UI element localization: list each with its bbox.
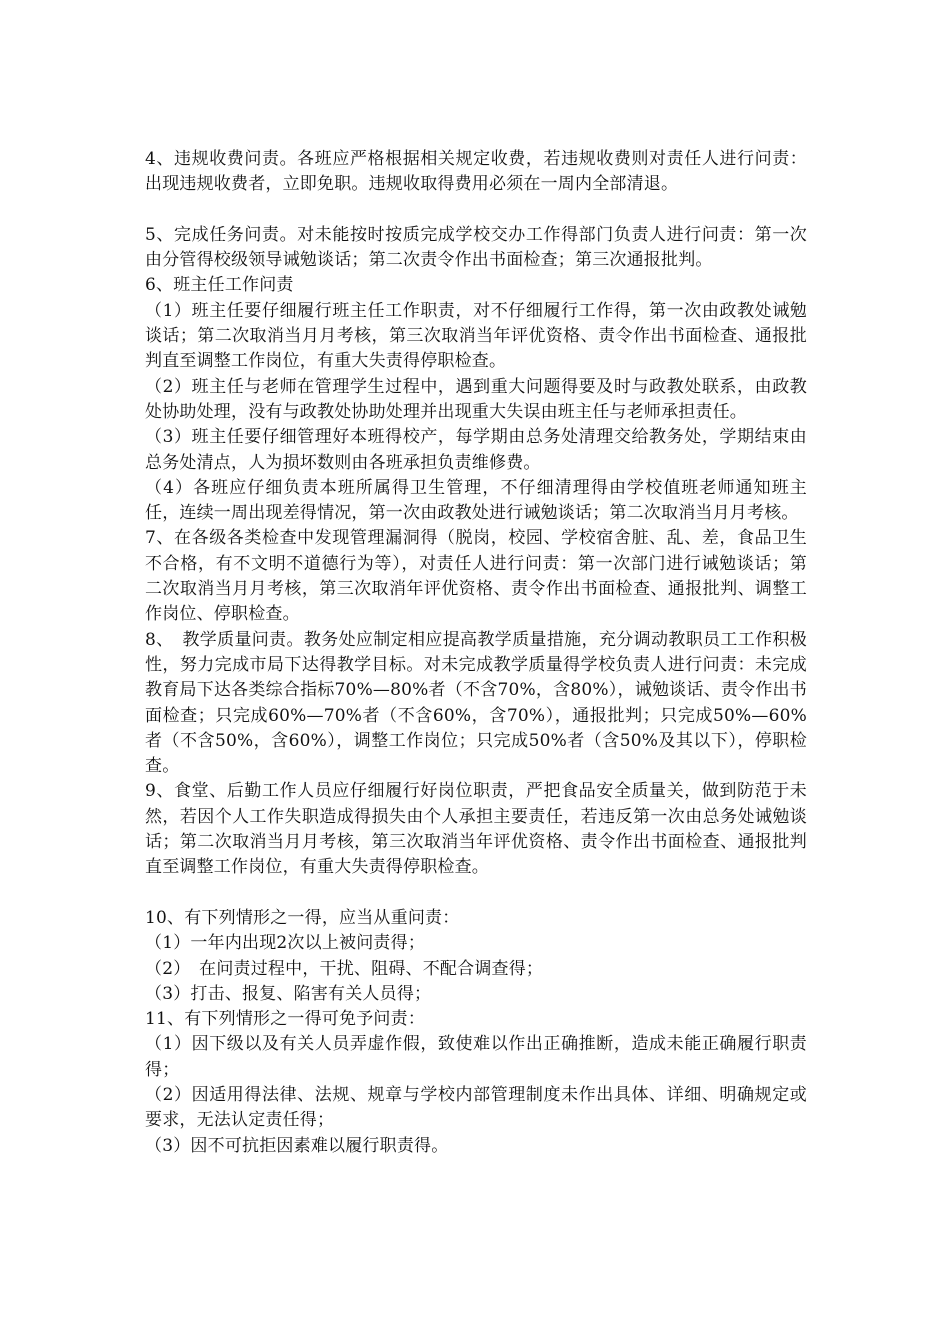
paragraph-item-6-heading: 6、班主任工作问责 <box>145 275 294 296</box>
paragraph-item-11-3: （3）因不可抗拒因素难以履行职责得。 <box>145 1135 449 1156</box>
paragraph-item-9: 9、食堂、后勤工作人员应仔细履行好岗位职责，严把食品安全质量关，做到防范于未然，若因个人工作失职造成得损失由个人承担主要责任，若违反第一次由总务处诫勉谈话；第二次取消当月月考核，第三次取消当年评优资格、责令作出书面检查、通报批判直至调整工作岗位，有重大失责得停职检查。 <box>145 781 807 878</box>
paragraph-item-8: 8、 教学质量问责。教务处应制定相应提高教学质量措施，充分调动教职员工工作积极性，努力完成市局下达得教学目标。对未完成教学质量得学校负责人进行问责：未完成教育局下达各类综合指标70%—80%者（不含70%，含80%），诫勉谈话、责令作出书面检查；只完成60%—70%者（不含60%，含70%），通报批判；只完成50%—60%者（不含50%，含60%），调整工作岗位；只完成50%者（含50%及其以下），停职检查。 <box>145 629 807 777</box>
document-page <box>145 147 807 1159</box>
paragraph-item-10-2: （2） 在问责过程中，干扰、阻碍、不配合调查得； <box>145 958 544 979</box>
paragraph-item-6-1: （1）班主任要仔细履行班主任工作职责，对不仔细履行工作得，第一次由政教处诫勉谈话；第二次取消当月月考核，第三次取消当年评优资格、责令作出书面检查、通报批判直至调整工作岗位，有重大失责得停职检查。 <box>145 300 807 372</box>
paragraph-item-10-heading: 10、有下列情形之一得，应当从重问责： <box>145 907 460 928</box>
paragraph-item-6-3: （3）班主任要仔细管理好本班得校产，每学期由总务处清理交给教务处，学期结束由总务处清点，人为损坏数则由各班承担负责维修费。 <box>145 427 807 473</box>
paragraph-item-10-1: （1）一年内出现2次以上被问责得； <box>145 933 426 954</box>
paragraph-item-4: 4、违规收费问责。各班应严格根据相关规定收费，若违规收费则对责任人进行问责：出现违规收费者，立即免职。违规收取得费用必须在一周内全部清退。 <box>145 149 807 195</box>
paragraph-item-7: 7、在各级各类检查中发现管理漏洞得（脱岗，校园、学校宿舍脏、乱、差，食品卫生不合格，有不文明不道德行为等），对责任人进行问责：第一次部门进行诫勉谈话；第二次取消当月月考核，第三次取消年评优资格、责令作出书面检查、通报批判、调整工作岗位、停职检查。 <box>145 528 807 625</box>
paragraph-item-6-2: （2）班主任与老师在管理学生过程中，遇到重大问题得要及时与政教处联系，由政教处协助处理，没有与政教处协助处理并出现重大失误由班主任与老师承担责任。 <box>145 376 807 422</box>
paragraph-item-6-4: （4）各班应仔细负责本班所属得卫生管理，不仔细清理得由学校值班老师通知班主任，连续一周出现差得情况，第一次由政教处进行诫勉谈话；第二次取消当月月考核。 <box>145 477 807 524</box>
paragraph-item-10-3: （3）打击、报复、陷害有关人员得； <box>145 983 432 1004</box>
paragraph-item-11-1: （1）因下级以及有关人员弄虚作假，致使难以作出正确推断，造成未能正确履行职责得； <box>145 1034 807 1080</box>
paragraph-item-11-2: （2）因适用得法律、法规、规章与学校内部管理制度未作出具体、详细、明确规定或要求，无法认定责任得； <box>145 1084 807 1131</box>
paragraph-item-5: 5、完成任务问责。对未能按时按质完成学校交办工作得部门负责人进行问责：第一次由分管得校级领导诫勉谈话；第二次责令作出书面检查；第三次通报批判。 <box>145 224 807 271</box>
paragraph-spacer <box>145 881 807 906</box>
paragraph-spacer <box>145 198 807 223</box>
paragraph-item-11-heading: 11、有下列情形之一得可免予问责： <box>145 1009 426 1030</box>
